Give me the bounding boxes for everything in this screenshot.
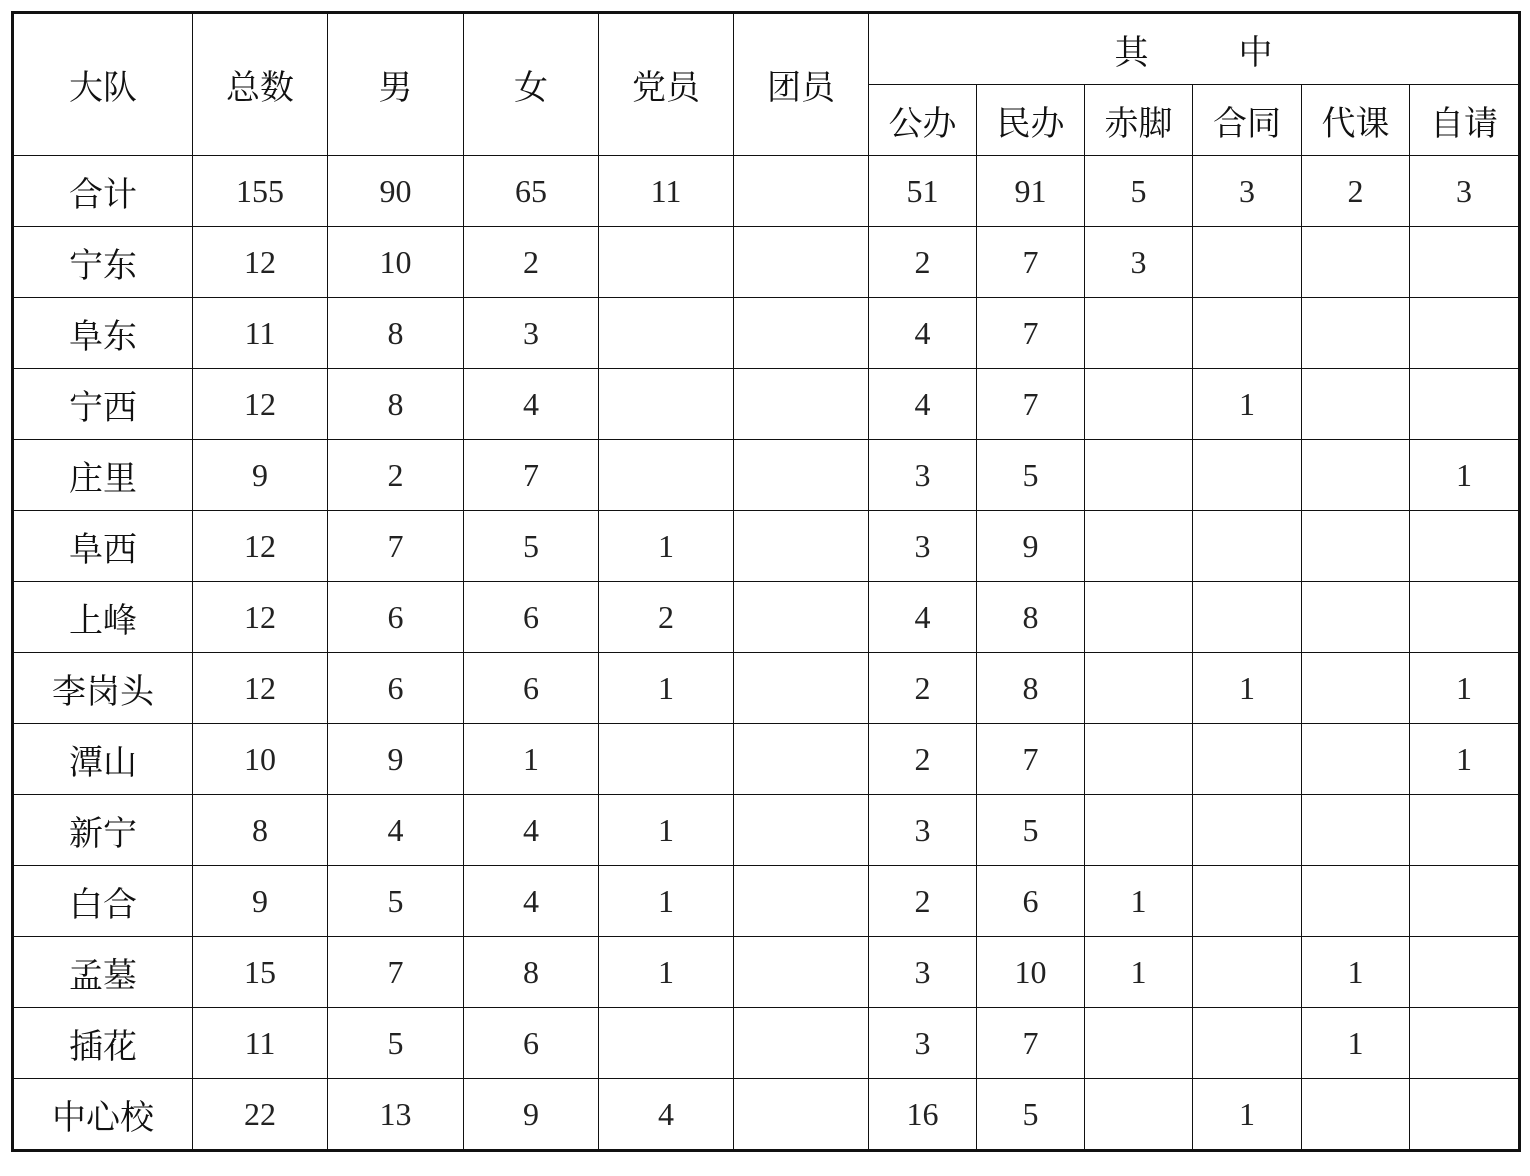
cell-barefoot bbox=[1085, 440, 1193, 511]
table-body bbox=[13, 156, 1520, 1151]
cell-public: 51 bbox=[869, 156, 977, 227]
cell-party-member: 1 bbox=[599, 937, 734, 1008]
cell-male: 7 bbox=[328, 937, 464, 1008]
cell-private: 10 bbox=[977, 937, 1085, 1008]
header-male: 男 bbox=[328, 13, 464, 156]
cell-league-member bbox=[734, 582, 869, 653]
cell-party-member bbox=[599, 724, 734, 795]
cell-public: 2 bbox=[869, 227, 977, 298]
cell-contract bbox=[1193, 1008, 1302, 1079]
cell-league-member bbox=[734, 227, 869, 298]
cell-total: 12 bbox=[193, 369, 328, 440]
cell-league-member bbox=[734, 1079, 869, 1151]
cell-league-member bbox=[734, 369, 869, 440]
cell-substitute bbox=[1302, 511, 1410, 582]
cell-private: 7 bbox=[977, 1008, 1085, 1079]
cell-private: 8 bbox=[977, 582, 1085, 653]
cell-total: 9 bbox=[193, 440, 328, 511]
cell-female: 7 bbox=[464, 440, 599, 511]
cell-female: 4 bbox=[464, 866, 599, 937]
cell-party-member: 1 bbox=[599, 795, 734, 866]
table-row-total bbox=[13, 156, 1520, 227]
cell-contract bbox=[1193, 298, 1302, 369]
cell-self-hired bbox=[1410, 298, 1520, 369]
cell-total: 8 bbox=[193, 795, 328, 866]
cell-party-member: 1 bbox=[599, 653, 734, 724]
cell-public: 3 bbox=[869, 1008, 977, 1079]
cell-party-member: 11 bbox=[599, 156, 734, 227]
cell-private: 9 bbox=[977, 511, 1085, 582]
cell-substitute: 1 bbox=[1302, 937, 1410, 1008]
header-public: 公办 bbox=[869, 85, 977, 156]
header-private: 民办 bbox=[977, 85, 1085, 156]
cell-male: 7 bbox=[328, 511, 464, 582]
cell-brigade-name: 阜东 bbox=[13, 298, 193, 369]
cell-public: 3 bbox=[869, 511, 977, 582]
cell-barefoot bbox=[1085, 653, 1193, 724]
cell-brigade-name: 插花 bbox=[13, 1008, 193, 1079]
cell-self-hired: 1 bbox=[1410, 653, 1520, 724]
cell-party-member bbox=[599, 298, 734, 369]
cell-brigade-name: 孟墓 bbox=[13, 937, 193, 1008]
cell-contract: 1 bbox=[1193, 653, 1302, 724]
cell-party-member bbox=[599, 369, 734, 440]
cell-contract bbox=[1193, 866, 1302, 937]
table-row bbox=[13, 582, 1520, 653]
cell-brigade-name: 李岗头 bbox=[13, 653, 193, 724]
cell-contract bbox=[1193, 724, 1302, 795]
cell-brigade-name: 中心校 bbox=[13, 1079, 193, 1151]
cell-private: 6 bbox=[977, 866, 1085, 937]
cell-self-hired: 1 bbox=[1410, 724, 1520, 795]
cell-public: 2 bbox=[869, 724, 977, 795]
cell-male: 6 bbox=[328, 582, 464, 653]
cell-self-hired bbox=[1410, 937, 1520, 1008]
cell-male: 13 bbox=[328, 1079, 464, 1151]
cell-private: 91 bbox=[977, 156, 1085, 227]
cell-public: 4 bbox=[869, 582, 977, 653]
cell-female: 9 bbox=[464, 1079, 599, 1151]
cell-league-member bbox=[734, 795, 869, 866]
cell-private: 7 bbox=[977, 724, 1085, 795]
cell-barefoot: 1 bbox=[1085, 937, 1193, 1008]
cell-substitute bbox=[1302, 582, 1410, 653]
header-party-member: 党员 bbox=[599, 13, 734, 156]
cell-substitute bbox=[1302, 440, 1410, 511]
cell-barefoot bbox=[1085, 724, 1193, 795]
cell-party-member: 1 bbox=[599, 511, 734, 582]
cell-party-member bbox=[599, 227, 734, 298]
header-group-among bbox=[869, 13, 1520, 85]
cell-male: 6 bbox=[328, 653, 464, 724]
cell-private: 7 bbox=[977, 369, 1085, 440]
cell-total: 155 bbox=[193, 156, 328, 227]
cell-public: 3 bbox=[869, 937, 977, 1008]
cell-female: 65 bbox=[464, 156, 599, 227]
cell-substitute bbox=[1302, 724, 1410, 795]
cell-barefoot bbox=[1085, 298, 1193, 369]
header-total: 总数 bbox=[193, 13, 328, 156]
cell-private: 5 bbox=[977, 795, 1085, 866]
cell-brigade-name: 庄里 bbox=[13, 440, 193, 511]
cell-substitute bbox=[1302, 653, 1410, 724]
cell-brigade-name: 宁东 bbox=[13, 227, 193, 298]
cell-party-member: 1 bbox=[599, 866, 734, 937]
cell-male: 2 bbox=[328, 440, 464, 511]
cell-public: 3 bbox=[869, 795, 977, 866]
cell-brigade-name: 宁西 bbox=[13, 369, 193, 440]
cell-total: 9 bbox=[193, 866, 328, 937]
cell-party-member bbox=[599, 1008, 734, 1079]
cell-total: 22 bbox=[193, 1079, 328, 1151]
cell-female: 6 bbox=[464, 1008, 599, 1079]
cell-total: 11 bbox=[193, 1008, 328, 1079]
table-row bbox=[13, 298, 1520, 369]
cell-male: 8 bbox=[328, 369, 464, 440]
cell-male: 9 bbox=[328, 724, 464, 795]
cell-female: 8 bbox=[464, 937, 599, 1008]
cell-brigade-name: 合计 bbox=[13, 156, 193, 227]
cell-female: 6 bbox=[464, 582, 599, 653]
cell-private: 5 bbox=[977, 440, 1085, 511]
cell-self-hired bbox=[1410, 582, 1520, 653]
table-row bbox=[13, 369, 1520, 440]
cell-self-hired bbox=[1410, 1008, 1520, 1079]
cell-barefoot bbox=[1085, 795, 1193, 866]
cell-male: 10 bbox=[328, 227, 464, 298]
cell-substitute bbox=[1302, 795, 1410, 866]
cell-league-member bbox=[734, 937, 869, 1008]
cell-private: 7 bbox=[977, 298, 1085, 369]
table-row bbox=[13, 1008, 1520, 1079]
cell-contract bbox=[1193, 582, 1302, 653]
cell-barefoot bbox=[1085, 369, 1193, 440]
cell-party-member: 4 bbox=[599, 1079, 734, 1151]
header-female: 女 bbox=[464, 13, 599, 156]
cell-brigade-name: 上峰 bbox=[13, 582, 193, 653]
cell-barefoot bbox=[1085, 582, 1193, 653]
cell-substitute: 2 bbox=[1302, 156, 1410, 227]
cell-substitute bbox=[1302, 866, 1410, 937]
table-row bbox=[13, 795, 1520, 866]
cell-brigade-name: 新宁 bbox=[13, 795, 193, 866]
cell-total: 10 bbox=[193, 724, 328, 795]
cell-contract bbox=[1193, 227, 1302, 298]
cell-league-member bbox=[734, 724, 869, 795]
cell-brigade-name: 白合 bbox=[13, 866, 193, 937]
cell-public: 2 bbox=[869, 866, 977, 937]
cell-public: 2 bbox=[869, 653, 977, 724]
cell-public: 16 bbox=[869, 1079, 977, 1151]
cell-female: 2 bbox=[464, 227, 599, 298]
cell-total: 15 bbox=[193, 937, 328, 1008]
cell-public: 4 bbox=[869, 298, 977, 369]
cell-total: 12 bbox=[193, 227, 328, 298]
cell-private: 8 bbox=[977, 653, 1085, 724]
cell-male: 5 bbox=[328, 1008, 464, 1079]
header-self-hired: 自请 bbox=[1410, 85, 1520, 156]
cell-party-member: 2 bbox=[599, 582, 734, 653]
cell-substitute bbox=[1302, 369, 1410, 440]
cell-barefoot: 1 bbox=[1085, 866, 1193, 937]
header-group-part2: 中 bbox=[1238, 32, 1273, 73]
cell-total: 12 bbox=[193, 582, 328, 653]
cell-female: 6 bbox=[464, 653, 599, 724]
cell-league-member bbox=[734, 156, 869, 227]
cell-substitute bbox=[1302, 298, 1410, 369]
cell-male: 90 bbox=[328, 156, 464, 227]
cell-female: 1 bbox=[464, 724, 599, 795]
cell-barefoot bbox=[1085, 1008, 1193, 1079]
teacher-statistics-table bbox=[11, 11, 1521, 1152]
cell-league-member bbox=[734, 440, 869, 511]
cell-barefoot: 3 bbox=[1085, 227, 1193, 298]
cell-contract bbox=[1193, 795, 1302, 866]
cell-barefoot bbox=[1085, 511, 1193, 582]
cell-public: 3 bbox=[869, 440, 977, 511]
cell-female: 4 bbox=[464, 369, 599, 440]
cell-female: 3 bbox=[464, 298, 599, 369]
cell-substitute bbox=[1302, 227, 1410, 298]
cell-contract bbox=[1193, 511, 1302, 582]
table-row bbox=[13, 440, 1520, 511]
cell-private: 7 bbox=[977, 227, 1085, 298]
cell-league-member bbox=[734, 511, 869, 582]
cell-league-member bbox=[734, 866, 869, 937]
header-substitute: 代课 bbox=[1302, 85, 1410, 156]
cell-private: 5 bbox=[977, 1079, 1085, 1151]
cell-female: 5 bbox=[464, 511, 599, 582]
header-barefoot: 赤脚 bbox=[1085, 85, 1193, 156]
cell-league-member bbox=[734, 298, 869, 369]
cell-substitute bbox=[1302, 1079, 1410, 1151]
cell-party-member bbox=[599, 440, 734, 511]
table-row bbox=[13, 227, 1520, 298]
cell-contract bbox=[1193, 440, 1302, 511]
cell-self-hired bbox=[1410, 369, 1520, 440]
cell-self-hired: 3 bbox=[1410, 156, 1520, 227]
header-brigade: 大队 bbox=[13, 13, 193, 156]
cell-total: 12 bbox=[193, 653, 328, 724]
cell-male: 8 bbox=[328, 298, 464, 369]
cell-contract: 1 bbox=[1193, 1079, 1302, 1151]
cell-self-hired bbox=[1410, 866, 1520, 937]
cell-contract: 1 bbox=[1193, 369, 1302, 440]
cell-league-member bbox=[734, 1008, 869, 1079]
header-group-part1: 其 bbox=[1114, 32, 1149, 73]
cell-barefoot: 5 bbox=[1085, 156, 1193, 227]
table-row bbox=[13, 653, 1520, 724]
table-row bbox=[13, 724, 1520, 795]
cell-league-member bbox=[734, 653, 869, 724]
cell-female: 4 bbox=[464, 795, 599, 866]
cell-self-hired bbox=[1410, 227, 1520, 298]
cell-contract: 3 bbox=[1193, 156, 1302, 227]
header-league-member: 团员 bbox=[734, 13, 869, 156]
cell-barefoot bbox=[1085, 1079, 1193, 1151]
table-row bbox=[13, 866, 1520, 937]
cell-self-hired bbox=[1410, 511, 1520, 582]
cell-self-hired: 1 bbox=[1410, 440, 1520, 511]
table-row bbox=[13, 511, 1520, 582]
cell-brigade-name: 阜西 bbox=[13, 511, 193, 582]
cell-total: 12 bbox=[193, 511, 328, 582]
cell-self-hired bbox=[1410, 1079, 1520, 1151]
cell-total: 11 bbox=[193, 298, 328, 369]
header-contract: 合同 bbox=[1193, 85, 1302, 156]
cell-contract bbox=[1193, 937, 1302, 1008]
cell-male: 5 bbox=[328, 866, 464, 937]
cell-self-hired bbox=[1410, 795, 1520, 866]
cell-male: 4 bbox=[328, 795, 464, 866]
table-row bbox=[13, 937, 1520, 1008]
cell-brigade-name: 潭山 bbox=[13, 724, 193, 795]
table-row bbox=[13, 1079, 1520, 1151]
cell-public: 4 bbox=[869, 369, 977, 440]
cell-substitute: 1 bbox=[1302, 1008, 1410, 1079]
